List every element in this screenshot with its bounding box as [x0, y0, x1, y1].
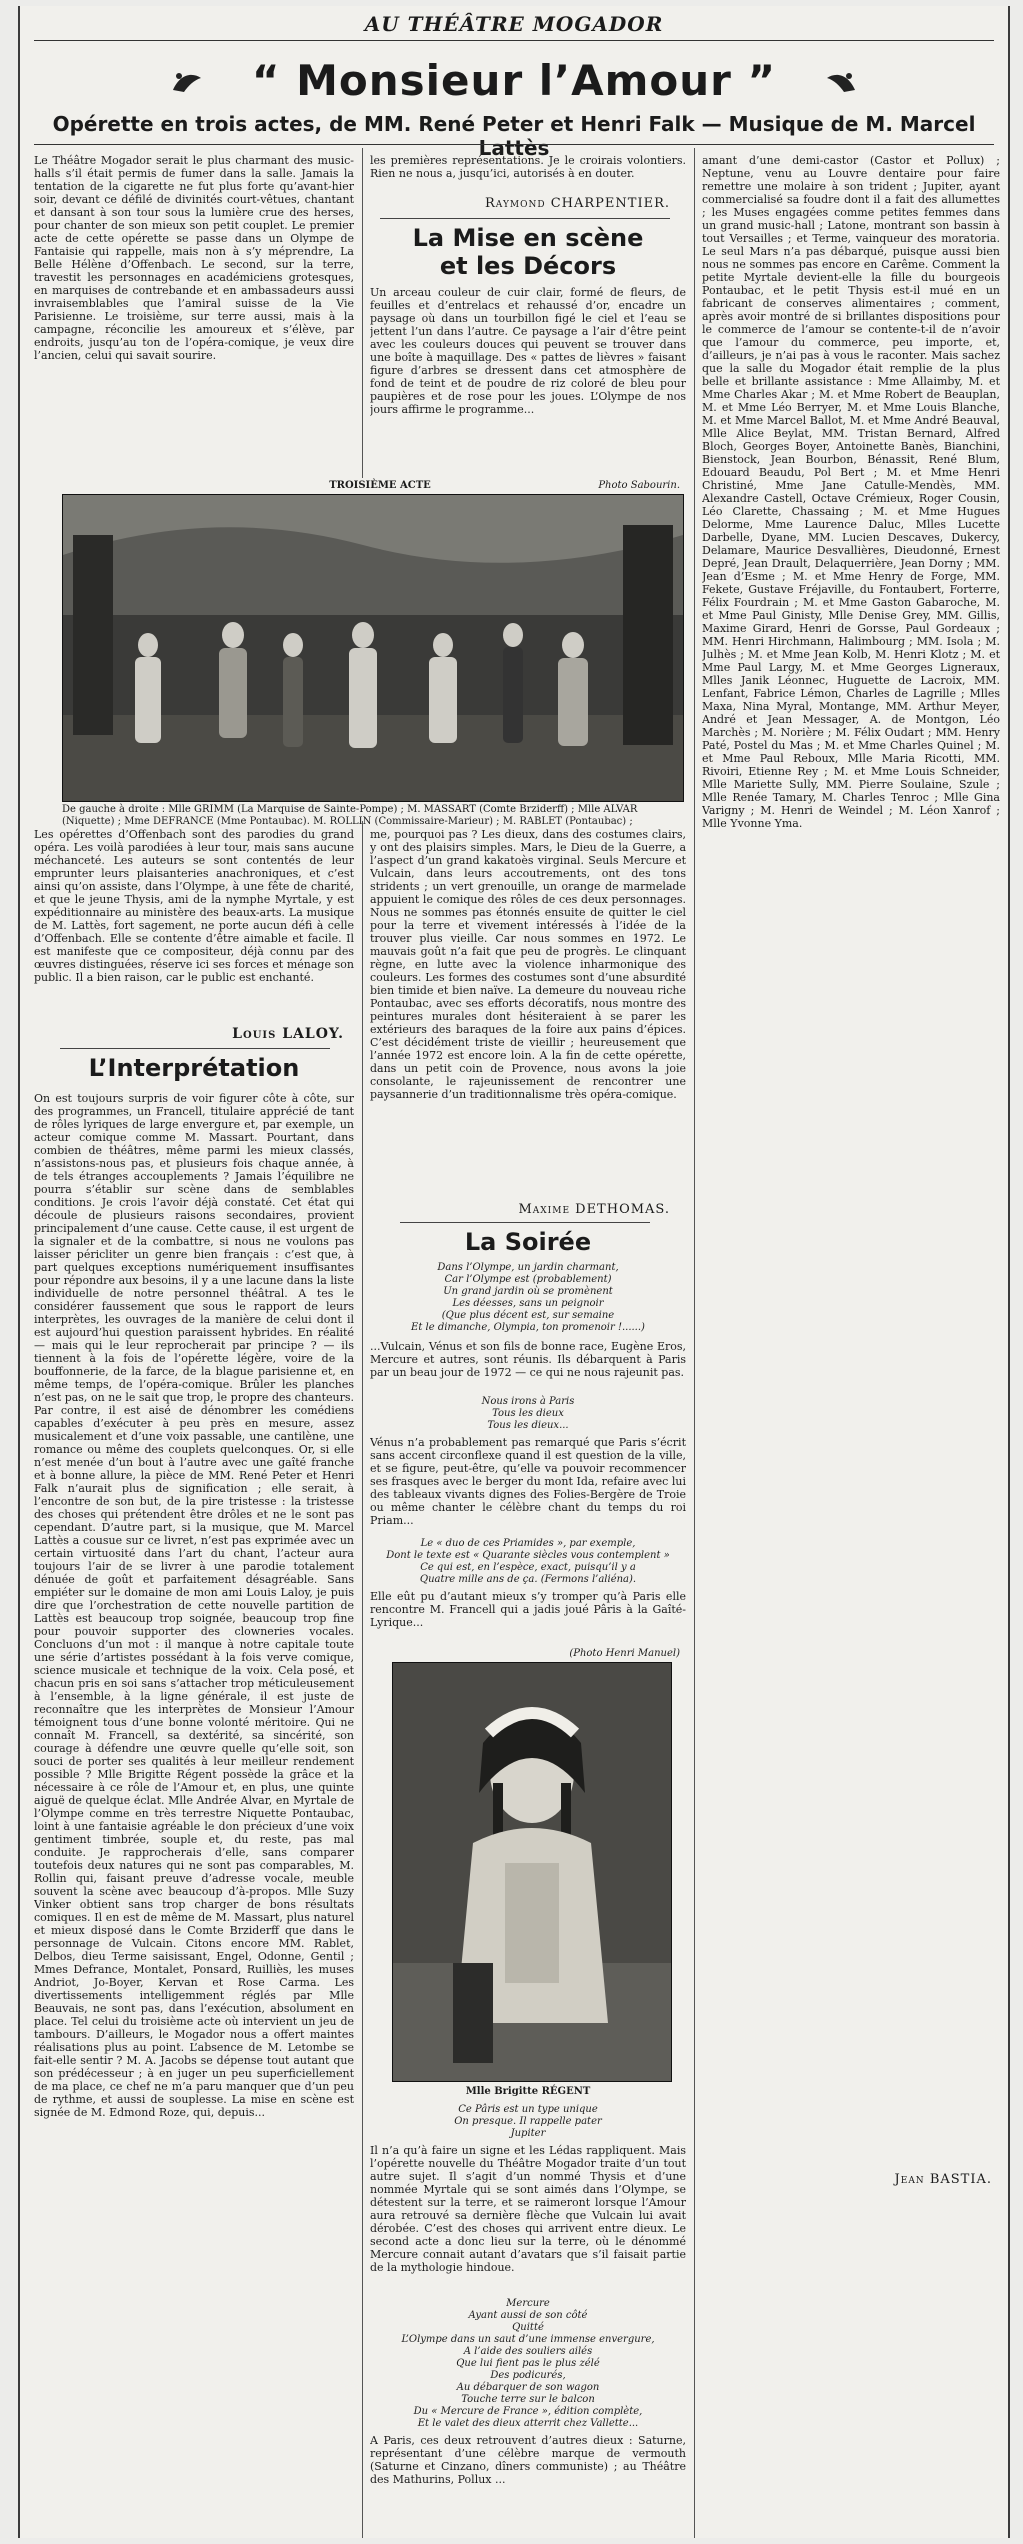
verse-line: Un grand jardin où se promènent	[443, 1286, 613, 1297]
portrait-caption: Mlle Brigitte RÉGENT	[465, 2086, 591, 2097]
mise-en-scene-title-2: et les Décors	[439, 252, 617, 280]
photo-credit-manuel: (Photo Henri Manuel)	[569, 1648, 680, 1659]
right-ornament-icon	[824, 68, 858, 96]
verse-line: Le « duo de ces Priamides », par exemple,	[420, 1538, 636, 1549]
verse-line: Que lui fient pas le plus zélé	[456, 2358, 600, 2369]
verse-line: Du « Mercure de France », édition complète,	[413, 2406, 643, 2417]
soiree-text-5: A Paris, ces deux retrouvent d’autres dieux : Saturne, représentant d’une célèbre marque de vermouth (Saturne et Cinzano, dîners communiste) ; au Théâtre des Mathurins, Pollux ...	[370, 2434, 686, 2486]
mise-en-scene-text: Un arceau couleur de cuir clair, formé de fleurs, de feuilles et d’entrelacs et rehaussé d’or, encadre un paysage où dans un tourbillon figé le ciel et l’eau se jettent l’un dans l’autre. Ce paysage a l’air d’être peint avec les couleurs douces qui peuvent se trouver dans une boîte à maquillage. Des « pattes de lièvres » faisant figure d’arbres se dressent dans cet atmosphère de fond de teint et de poudre de riz coloré de bleu pour paupières et de rose pour les joues. L’Olympe de nos jours affirme le programme...	[370, 286, 686, 416]
verse-line: Des podicurés,	[490, 2370, 566, 2381]
soiree-verse-1	[370, 1262, 686, 1334]
verse-line: Tous les dieux...	[487, 1420, 569, 1431]
column-divider	[362, 821, 363, 2538]
verse-line: Ayant aussi de son côté	[468, 2310, 588, 2321]
signature-laloy: Louis LALOY.	[232, 1026, 344, 1042]
portrait-image	[393, 1663, 671, 2081]
interpretation-title: L’Interprétation	[88, 1054, 300, 1082]
laloy-text: Les opérettes d’Offenbach sont des parodies du grand opéra. Les voilà parodiées à leur tour, mais sans aucune méchanceté. Les auteurs se sont contentés de leur emprunter leurs plaisanteries anachroniques, et c’est ainsi qu’on assiste, dans l’Olympe, à une fête de charité, et que le jeune Thysis, ami de la nymphe Myrtale, y est expéditionnaire au ministère des beaux-arts. La musique de M. Lattès, fort sagement, ne porte aucun défi à celle d’Offenbach. Elle se contente d’être aimable et facile. Il est manifeste que ce compositeur, déjà connu par des œuvres distinguées, réserve ici ses forces et ménage son public. Il a bien raison, car le public est enchanté.	[34, 828, 354, 984]
verse-line: Au débarquer de son wagon	[456, 2382, 600, 2393]
verse-line: Touche terre sur le balcon	[461, 2394, 595, 2405]
soiree-verse-3	[370, 1538, 686, 1586]
interpretation-text: On est toujours surpris de voir figurer côte à côte, sur des programmes, un Francell, titulaire apprécié de tant de rôles lyriques de large envergure et, par exemple, un acteur comique comme M. Massart. Pourtant, dans combien de théâtres, même parmi les mieux classés, n’assistons-nous pas, et plusieurs fois chaque année, à de tels étranges accouplements ? Jamais l’équilibre ne pourra s’établir sur scène dans de semblables conditions. Je crois l’avoir déjà constaté. Cet état qui découle de plusieurs raisons secondaires, provient principalement d’une cause. Cette cause, il est urgent de la signaler et de la combattre, si nous ne voulons pas laisser péricliter un genre bien français : c’est que, à part quelques exceptions numériquement insuffisantes pour répondre aux besoins, il y a une lacune dans la liste individuelle de notre personnel théâtral. A tes le considérer faussement que sous le rapport de leurs interprètes, les ouvrages de la manière de celui dont il est aujourd’hui question paraissent hybrides. En réalité — mais qui le leur reprocherait par principe ? — ils tiennent à la fois de l’opérette légère, voire de la bouffonnerie, de la farce, de la blague parisienne et, en même temps, de l’opéra-comique. Brûler les planches n’est pas, on ne le sait que trop, le propre des chanteurs. Par contre, il est aisé de dénombrer les comédiens capables d’exécuter à peu près en mesure, assez musicalement et d’une voix passable, une cantilène, une romance ou même des couplets quelconques. Or, si elle n’est menée d’un bout à l’autre avec une gaîté franche et à bonne allure, la pièce de MM. René Peter et Henri Falk n’aurait plus de signification ; elle serait, à l’encontre de son but, de la pire tristesse : la tristesse des choses qui prétendent être drôles et ne le sont pas cependant. D’autre part, si la musique, que M. Marcel Lattès a cousue sur ce livret, n’est pas exprimée avec un certain virtuosité dans l’art du chant, l’acteur aura toujours l’air de se livrer à une parodie totalement dénuée de goût et parfaitement désagréable. Sans empiéter sur le domaine de mon ami Louis Laloy, je puis dire que l’orchestration de cette nouvelle partition de Lattès est beaucoup trop soignée, beaucoup trop fine pour pouvoir supporter des clowneries vocales. Concluons d’un mot : il manque à notre capitale toute une série d’artistes possédant à la fois verve comique, science musicale et technique de la voix. Cela posé, et chacun pris en soi sans s’attacher trop méticuleusement à l’ensemble, à la ligne générale, il est juste de reconnaître que les interprètes de Monsieur l’Amour témoignent tous d’une bonne volonté méritoire. Qui ne connaît M. Francell, sa dextérité, sa sincérité, son courage à défendre une œuvre quelle qu’elle soit, son souci de porter ses qualités à leur meilleur rendement possible ? Mlle Brigitte Régent possède la grâce et la nécessaire à ce rôle de l’Amour et, en plus, une quinte aiguë de quelque éclat. Mlle Andrée Alvar, en Myrtale de l’Olympe comme en très terrestre Niquette Pontaubac, loint à une fantaisie agréable le don précieux d’une voix gentiment timbrée, souple et, du reste, pas mal conduite. Je rapprocherais d’elle, sans comparer toutefois deux natures qui ne sont pas comparables, M. Rollin qui, faisant preuve d’adresse vocale, meuble souvent la scène avec beaucoup d’à-propos. Mlle Suzy Vinker obtient sans trop charger de bons résultats comiques. Il en est de même de M. Massart, plus naturel et mieux disposé dans le Comte Brziderff que dans le personnage de Vulcain. Citons encore MM. Rablet, Delbos, dieu Terme saisissant, Engel, Odonne, Gentil ; Mmes Defrance, Montalet, Ponsard, Ruilliès, les muses Andriot, Jo-Boyer, Kervan et Rose Carma. Les divertissements intelligemment réglés par Mlle Beauvais, ne sont pas, dans l’exécution, absolument en place. Tel celui du troisième acte où intervient un jeu de tambours. D’ailleurs, le Mogador nous a offert maintes réalisations plus au point. L’absence de M. Letombe se fait-elle sentir ? M. A. Jacobs se dépense tout autant que son prédécesseur ; à en juger un peu superficiellement de ma place, ce chef ne m’a paru manquer que d’un peu de rythme, et aussi de souplesse. La mise en scène est signée de M. Edmond Roze, qui, depuis...	[34, 1092, 354, 2119]
verse-line: L’Olympe dans un saut d’une immense envergure,	[401, 2334, 655, 2345]
verse-line: Mercure	[506, 2298, 550, 2309]
section-rule	[400, 1222, 650, 1223]
photo-credit: Photo Sabourin.	[598, 480, 680, 491]
subheadline: Opérette en trois actes, de MM. René Peter et Henri Falk — Musique de M. Marcel Lattès	[52, 112, 976, 160]
column-divider	[694, 148, 695, 2538]
column-divider	[362, 148, 363, 478]
verse-line: (Que plus décent est, sur semaine	[441, 1310, 615, 1321]
soiree-verse-4	[370, 2104, 686, 2140]
signature-bastia: Jean BASTIA.	[894, 2172, 992, 2187]
verse-line: On presque. Il rappelle pater	[454, 2116, 602, 2127]
verse-line: Et le valet des dieux atterrit chez Vallette...	[417, 2418, 639, 2429]
stage-scene-image	[63, 495, 683, 801]
verse-line: Quitté	[512, 2322, 544, 2333]
soiree-text-3: Elle eût pu d’autant mieux s’y tromper qu’à Paris elle rencontre M. Francell qui a jadis joué Pâris à la Gaîté-Lyrique...	[370, 1590, 686, 1629]
verse-line: Nous irons à Paris	[481, 1396, 575, 1407]
kicker: AU THÉÂTRE MOGADOR	[364, 12, 664, 36]
photo-caption-left: De gauche à droite : Mlle GRIMM (La Marquise de Sainte-Pompe) ; M. MASSART (Comte Brziderff) ; Mlle ALVAR (Niquette) ; Mme DEFRANCE (Mme Pontaubac).	[62, 804, 638, 827]
signature-charpentier: Raymond CHARPENTIER.	[485, 196, 670, 211]
headline: “ Monsieur l’Amour ”	[251, 56, 777, 105]
verse-line: Tous les dieux	[492, 1408, 564, 1419]
section-rule	[380, 218, 670, 219]
review-intro-text: Le Théâtre Mogador serait le plus charmant des music-halls s’il était permis de fumer dans la salle. Jamais la tentation de la cigarette ne fut plus forte qu’avant-hier soir, devant ce défilé de divinités court-vêtues, chantant et dansant à son tour sous la lumière crue des herses, pour chanter de son mieux son petit couplet. Le premier acte de cette opérette se passe dans un Olympe de Fantaisie qui rappelle, mais non à s’y méprendre, La Belle Hélène d’Offenbach. Le second, sur la terre, travestit les personnages en académiciens grotesques, en marquises de contrebande et en ambassadeurs aussi invraisemblables que l’amiral suisse de la Vie Parisienne. Le troisième, sur terre aussi, mais à la campagne, réconcilie les amoureux et s’élève, par endroits, jusqu’au ton de l’opéra-comique, je veux dire l’ancien, celui qui savait sourire.	[34, 154, 354, 362]
verse-line: Et le dimanche, Olympia, ton promenoir !......)	[411, 1322, 645, 1333]
top-rule	[34, 40, 994, 41]
soiree-text-4: Il n’a qu’à faire un signe et les Lédas rappliquent. Mais l’opérette nouvelle du Théâtre Mogador traite d’un tout autre sujet. Il s’agit d’un nommé Thysis et d’une nommée Myrtale qui se sont aimés dans l’Olympe, se détestent sur la terre, et se raimeront lorsque l’Amour aura retrouvé sa dernière flèche que Vulcain lui avait dérobée. C’est des choses qui arrivent entre dieux. Le second acte a donc lieu sur la terre, où le dénommé Mercure connait autant d’avatars que s’il faisait partie de la mythologie hindoue.	[370, 2144, 686, 2274]
verse-line: Ce qui est, en l’espèce, exact, puisqu’il y a	[420, 1562, 636, 1573]
soiree-verse-5	[370, 2298, 686, 2430]
regent-portrait-photo	[392, 1662, 672, 2082]
soiree-verse-2	[370, 1396, 686, 1432]
review-intro-continued: les premières représentations. Je le croirais volontiers. Rien ne nous a, jusqu’ici, autorisés à en douter.	[370, 154, 686, 180]
verse-line: Dans l’Olympe, un jardin charmant,	[437, 1262, 619, 1273]
verse-line: Quatre mille ans de ça. (Fermons l’aliéna).	[419, 1574, 637, 1585]
verse-line: Dont le texte est « Quarante siècles vous contemplent »	[386, 1550, 670, 1561]
verse-line: Jupiter	[510, 2128, 546, 2139]
signature-dethomas: Maxime DETHOMAS.	[518, 1202, 670, 1217]
verse-line: Ce Pâris est un type unique	[458, 2104, 598, 2115]
section-rule	[60, 1048, 330, 1049]
soiree-text-2: Vénus n’a probablement pas remarqué que Paris s’écrit sans accent circonflexe quand il est question de la ville, et se figure, peut-être, qu’elle va pouvoir recommencer ses frasques avec le berger du mont Ida, refaire avec lui des tableaux vivants dignes des Folies-Bergère de Troie ou même chanter le célèbre chant du temps du roi Priam...	[370, 1436, 686, 1527]
decors-continued-text: me, pourquoi pas ? Les dieux, dans des costumes clairs, y ont des plaisirs simples. Mars, le Dieu de la Guerre, a l’aspect d’un grand kakatoès virginal. Seuls Mercure et Vulcain, dans leurs accoutrements, ont des tons stridents ; un vert grenouille, un orange de marmelade appuient le comique des rôles de ces deux personnages. Nous ne sommes pas étonnés ensuite de quitter le ciel pour la terre et vivement intéressés à l’idée de la trouver plus vieille. Car nous sommes en 1972. Le mauvais goût n’a fait que peu de progrès. Le clinquant règne, en lutte avec la violence inharmonique des couleurs. Les formes des costumes sont d’une absurdité bien timide et bien naïve. La demeure du nouveau riche Pontaubac, avec ses efforts décoratifs, nous montre des peintures murales dont hésiteraient à se parer les extérieurs des baraques de la foire aux pains d’épices. C’est décidément triste de vieillir ; heureusement que l’année 1972 est encore loin. A la fin de cette opérette, dans un petit coin de Provence, nous avons la joie consolante, le rajeunissement de rencontrer une paysannerie d’un traditionnalisme très opéra-comique.	[370, 828, 686, 1101]
bastia-text: amant d’une demi-castor (Castor et Pollux) ; Neptune, venu au Louvre dentaire pour faire remettre une molaire à son trident ; Jupiter, ayant commercialisé sa foudre dont il a fait des allumettes ; les Muses engagées comme petites femmes dans un grand music-hall ; Latone, montrant son bassin à tout Versailles ; et Terme, vainqueur des moratoria. Le seul Mars n’a pas débarqué, puisque aussi bien nous ne sommes pas encore en Carême. Comment la petite Myrtale devient-elle la fille du bourgeois Pontaubac, et le petit Thysis est-il mué en un fabricant de conserves alimentaires ; comment, après avoir montré de si brillantes dispositions pour le commerce de l’amour se contente-t-il de n’avoir que l’amour du commerce, peu importe, et, d’ailleurs, je n’ai pas à vous le raconter. Mais sachez que la salle du Mogador était remplie de la plus belle et brillante assistance : Mme Allaimby, M. et Mme Charles Akar ; M. et Mme Robert de Beauplan, M. et Mme Léo Berryer, M. et Mme Louis Blanche, M. et Mme Marcel Ballot, M. et Mme André Beauval, Mlle Alice Beylat, MM. Tristan Bernard, Alfred Bloch, Georges Boyer, Antoinette Banès, Bianchini, Bienstock, Jean Bourbon, Bénassit, René Blum, Edouard Beaudu, Pol Bert ; M. et Mme Henri Christiné, Mme Jane Catulle-Mendès, MM. Alexandre Castell, Octave Crémieux, Roger Cousin, Léo Clarette, Chassaing ; M. et Mme Hugues Delorme, Mme Laurence Daluc, Mlles Lucette Darbelle, Dyane, MM. Lucien Descaves, Dukercy, Delamare, Maurice Desvallières, Dieudonné, Ernest Depré, Jean Drault, Delaquerrière, Jean Dorny ; MM. Jean d’Esme ; M. et Mme Henry de Forge, MM. Fekete, Gustave Fréjaville, du Fontaubert, Forterre, Félix Fourdrain ; M. et Mme Gaston Gabaroche, M. et Mme Paul Ginisty, Mlle Denise Grey, MM. Gillis, Maxime Girard, Henri de Gorsse, Paul Gordeaux ; MM. Henri Hirchmann, Halimbourg ; MM. Isola ; M. Julhès ; M. et Mme Jean Kolb, M. Henri Klotz ; M. et Mme Paul Largy, M. et Mme Georges Ligneraux, Mlles Janik Léonnec, Huguette de Lacroix, MM. Lenfant, Fabrice Lémon, Charles de Lagrille ; Mlles Maxa, Nina Myral, Montange, MM. Arthur Meyer, André et Jean Messager, A. de Montgon, Léo Marchès ; M. Norière ; M. Félix Oudart ; MM. Henry Paté, Postel du Mas ; M. et Mme Charles Quinel ; M. et Mme Paul Reboux, Mlle Maria Ricotti, MM. Rivoiri, Etienne Rey ; M. et Mme Louis Schneider, Mlle Mariette Sully, MM. Pierre Soulaine, Szule ; Mlle Renée Tamary, M. Charles Tenroc ; Mlle Gina Varigny ; M. Henri de Weindel ; M. Léon Xanrof ; Mlle Yvonne Yma.	[702, 154, 1000, 830]
verse-line: Car l’Olympe est (probablement)	[444, 1274, 612, 1285]
photo-label: TROISIÈME ACTE	[329, 480, 431, 491]
photo-caption	[62, 804, 682, 828]
soiree-title: La Soirée	[464, 1228, 592, 1256]
verse-line: Les déesses, sans un peignoir	[452, 1298, 604, 1309]
mise-en-scene-title-1: La Mise en scène	[412, 224, 644, 252]
verse-line: A l’aide des souliers ailés	[463, 2346, 593, 2357]
newspaper-page	[18, 6, 1010, 2538]
soiree-text-1: ...Vulcain, Vénus et son fils de bonne race, Eugène Eros, Mercure et autres, sont réunis. Ils débarquent à Paris par un beau jour de 1972 — ce qui ne nous rajeunit pas.	[370, 1340, 686, 1379]
photo-caption-right: M. ROLLIN (Commissaire-Marieur) ; M. RABLET (Pontaubac) ;	[313, 816, 633, 827]
third-act-photo	[62, 494, 684, 802]
header-rule	[34, 144, 994, 145]
